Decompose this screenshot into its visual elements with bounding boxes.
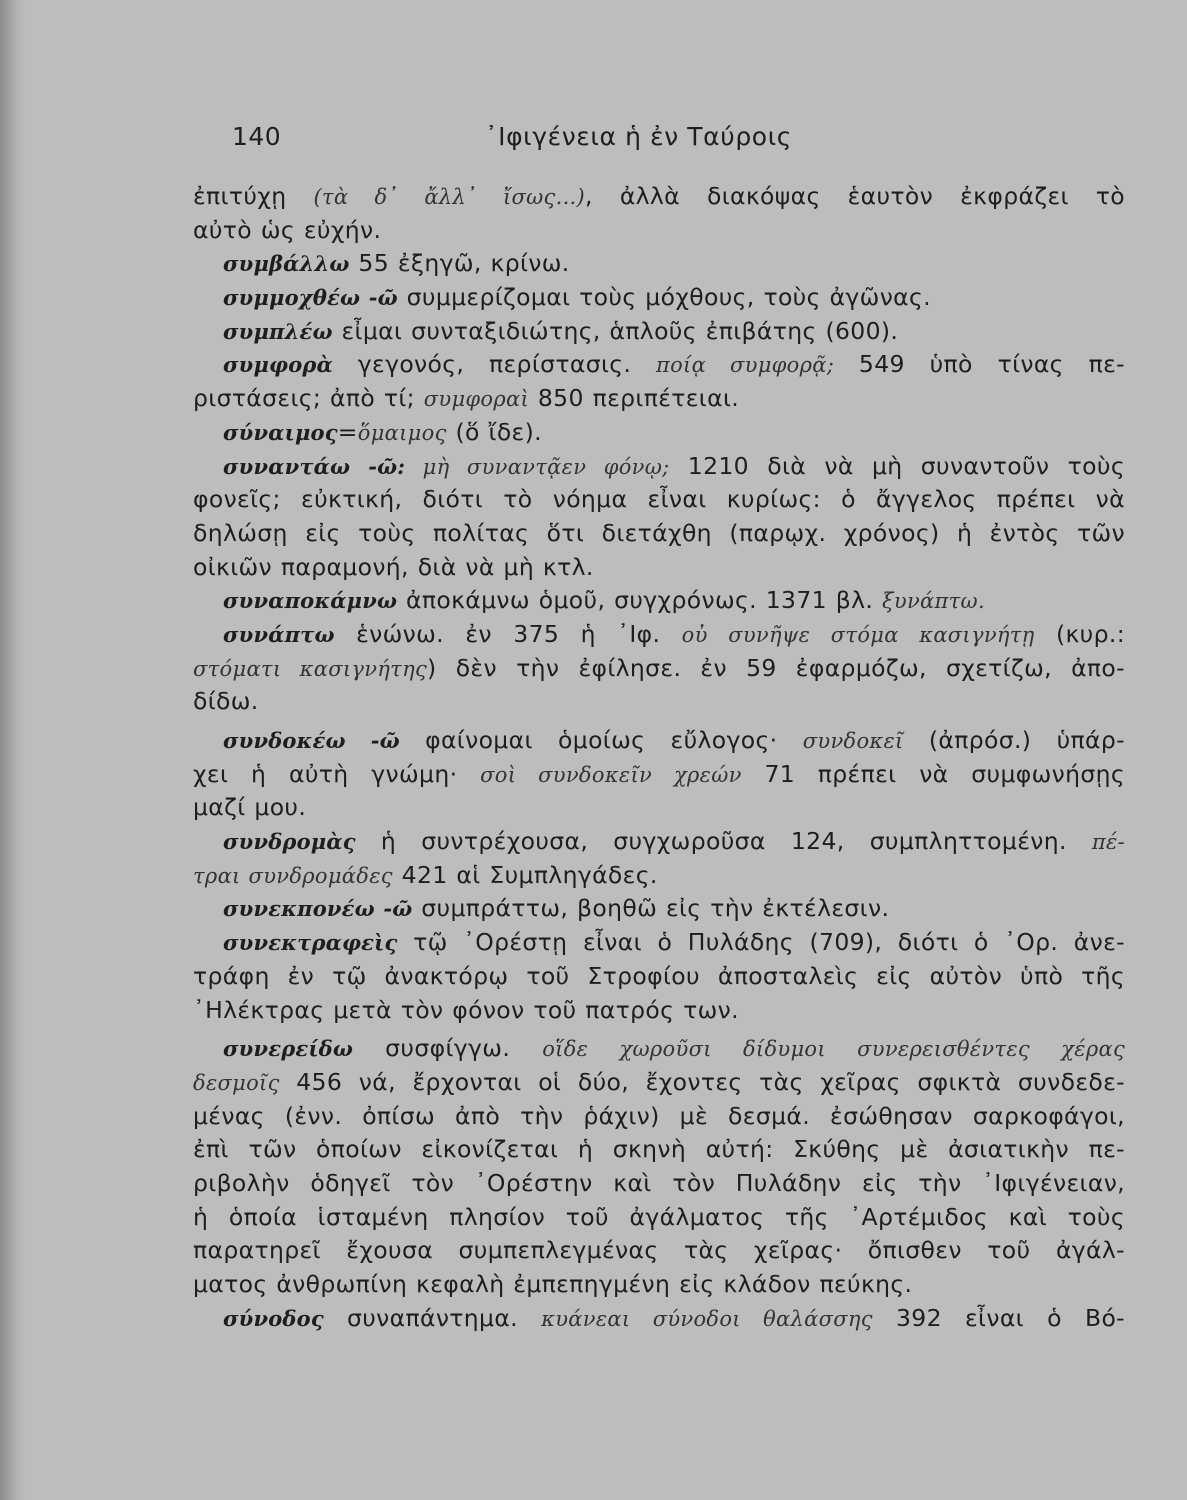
gloss-text: ριβολὴν ὁδηγεῖ τὸν ᾿Ορέστην καὶ τὸν Πυλάδην εἰς τὴν ᾿Ιφιγένειαν, [193,1168,1125,1197]
gloss-text: ἡ ὁποία ἱσταμένη πλησίον τοῦ ἀγάλματος τῆς ᾿Αρτέμιδος καὶ τοὺς [193,1202,1125,1231]
headword: συνάπτω [223,621,335,647]
headword: συνεκπονέω -ῶ [223,896,413,922]
text-line [193,892,1125,926]
gloss-text: οἰκιῶν παραμονή, διὰ νὰ μὴ κτλ. [193,552,594,581]
glossary-text [193,180,1125,1335]
text-line [193,348,1125,382]
headword: συμβάλλω [223,251,350,277]
gloss-text: παρατηρεῖ ἔχουσα συμπεπλεγμένας τὰς χεῖρας· ὄπισθεν τοῦ ἀγάλ- [193,1236,1125,1265]
gloss-text: ματος ἀνθρωπίνη κεφαλὴ ἐμπεπηγμένη εἰς κλάδον πεύκης. [193,1270,913,1298]
gloss-text: συσφίγγω. [353,1034,543,1063]
gloss-text: 850 περιπέτειαι. [529,384,740,413]
text-line [193,791,1125,825]
headword: συμφορὰ [223,352,333,378]
quotation: ξυνάπτω. [882,589,985,614]
text-line [193,1167,1125,1201]
gloss-text: 456 νά, ἔρχονται οἱ δύο, ἔχοντες τὰς χεῖρας σφικτὰ συνδεδε- [279,1067,1125,1096]
headword: συναντάω -ῶ: [223,453,406,479]
headword: συμπλέω [223,318,333,344]
text-line [193,1201,1125,1235]
quotation: οὐ συνῆψε στόμα κασιγνήτῃ [681,622,1035,647]
text-line [193,551,1125,585]
text-line [193,825,1125,859]
gloss-text: 549 ὑπὸ τίνας πε- [834,350,1125,379]
text-line [193,685,1125,719]
text-line [193,1100,1125,1134]
gloss-text: ) δὲν τὴν ἐφίλησε. ἐν 59 ἐφαρμόζω, σχετίζω, ἀπο- [427,653,1125,682]
gloss-text: συμπράττω, βοηθῶ εἰς τὴν ἐκτέλεσιν. [412,894,890,923]
text-line [193,652,1125,686]
text-line [193,960,1125,994]
quotation: οἵδε χωροῦσι δίδυμοι συνερεισθέντες χέρας [542,1037,1126,1062]
quotation: στόματι κασιγνήτης [193,656,428,681]
page-number: 140 [232,122,282,151]
gloss-text: δίδω. [193,687,259,716]
text-line [193,618,1125,652]
quotation: πέ- [1091,830,1125,855]
gloss-text: ᾿Ηλέκτρας μετὰ τὸν φόνον τοῦ πατρός των. [193,995,739,1024]
gloss-text: 55 ἐξηγῶ, κρίνω. [349,249,570,278]
headword: συνδρομὰς [223,829,356,855]
text-line [193,584,1125,618]
headword: συνερείδω [223,1036,354,1062]
quotation: ποίᾳ συμφορᾷ; [656,353,835,378]
text-line [193,994,1125,1028]
text-line [193,517,1125,551]
gloss-text: = [337,417,358,446]
quotation: ὅμαιμος [357,420,447,445]
gloss-text: εἶμαι συνταξιδιώτης, ἁπλοῦς ἐπιβάτης (600). [332,316,899,345]
headword: συναποκάμνω [223,588,398,614]
gloss-text: 392 εἶναι ὁ Βό- [872,1303,1126,1332]
gloss-text: φονεῖς; εὐκτική, διότι τὸ νόημα εἶναι κυρίως: ὁ ἄγγελος πρέπει νὰ [193,485,1125,514]
gloss-text: (ἀπρόσ.) ὑπάρ- [903,726,1125,754]
gloss-text: μένας (ἐνν. ὀπίσω ἀπὸ τὴν ῥάχιν) μὲ δεσμά. ἐσώθησαν σαρκοφάγοι, [193,1101,1125,1130]
quotation: δεσμοῖς [193,1070,280,1095]
headword: σύναιμος [223,419,338,445]
text-line [193,926,1125,960]
gloss-text: ἑνώνω. ἐν 375 ἡ ᾿Ιφ. [334,619,682,648]
text-line [193,724,1125,758]
headword: συνεκτραφεὶς [223,930,398,956]
gloss-text: 421 αἱ Συμπληγάδες. [392,860,658,889]
gloss-text: ἐπὶ τῶν ὁποίων εἰκονίζεται ἡ σκηνὴ αὐτή: Σκύθης μὲ ἀσιατικὴν πε- [193,1135,1125,1164]
text-line [193,1133,1125,1167]
text-line [193,382,1125,416]
headword: σύνοδος [223,1305,324,1331]
gloss-text: δηλώσῃ εἰς τοὺς πολίτας ὅτι διετάχθη (παρῳχ. χρόνος) ἡ ἐντὸς τῶν [193,518,1125,547]
text-line [193,1268,1125,1302]
quotation: (τὰ δ᾿ ἄλλ᾿ ἴσως...) [313,185,586,209]
headword: συμμοχθέω -ῶ [223,285,398,311]
text-line [193,1302,1125,1336]
gloss-text: συναπάντημα. [323,1303,542,1332]
gloss-text: ἐπιτύχῃ [193,182,314,210]
gloss-text: αὐτὸ ὡς εὐχήν. [193,215,382,244]
gloss-text: τράφη ἐν τῷ ἀνακτόρῳ τοῦ Στροφίου ἀποσταλεὶς εἰς αὐτὸν ὑπὸ τῆς [193,961,1125,990]
page-header [232,122,1112,162]
text-line [193,281,1125,315]
quotation: τραι συνδρομάδες [193,863,393,888]
running-title: ᾿Ιφιγένεια ἡ ἐν Ταύροις [485,122,793,151]
gloss-text: τῷ ᾿Ορέστῃ εἶναι ὁ Πυλάδης (709), διότι ὁ ᾿Ορ. ἀνε- [397,928,1125,957]
text-line [193,180,1125,214]
gloss-text: μαζί μου. [193,793,307,822]
gloss-text: 71 πρέπει νὰ συμφωνήσῃς [741,759,1125,788]
text-line [193,1066,1125,1100]
text-line [193,416,1125,450]
gloss-text: , ἀλλὰ διακόψας ἑαυτὸν ἐκφράζει τὸ [585,182,1125,210]
text-line [193,758,1125,792]
quotation: μὴ συναντᾷεν φόνῳ; [405,454,670,479]
text-line [193,1032,1125,1066]
quotation: συνδοκεῖ [802,729,904,753]
text-line [193,1234,1125,1268]
gloss-text: (ὅ ἴδε). [446,417,542,446]
gloss-text: ἡ συντρέχουσα, συγχωροῦσα 124, συμπληττομένη. [355,827,1092,856]
text-line [193,483,1125,517]
gloss-text: συμμερίζομαι τοὺς μόχθους, τοὺς ἀγῶνας. [397,283,931,312]
quotation: κυάνεαι σύνοδοι θαλάσσης [541,1306,873,1331]
gloss-text: ριστάσεις; ἀπὸ τί; [193,384,424,413]
gloss-text: (κυρ.: [1034,619,1125,648]
quotation: συμφοραὶ [423,387,530,412]
quotation: σοὶ συνδοκεῖν χρεών [480,762,742,787]
gloss-text: ἀποκάμνω ὁμοῦ, συγχρόνως. 1371 βλ. [397,586,883,615]
gloss-text: γεγονός, περίστασις. [332,350,657,379]
headword: συνδοκέω -ῶ [223,728,400,753]
text-line [193,859,1125,893]
text-line [193,214,1125,248]
gloss-text: χει ἡ αὐτὴ γνώμη· [193,759,481,788]
gloss-text: 1210 διὰ νὰ μὴ συναντοῦν τοὺς [669,451,1125,480]
gloss-text: φαίνομαι ὁμοίως εὔλογος· [399,726,803,754]
text-line [193,450,1125,484]
text-line [193,247,1125,281]
text-line [193,315,1125,349]
